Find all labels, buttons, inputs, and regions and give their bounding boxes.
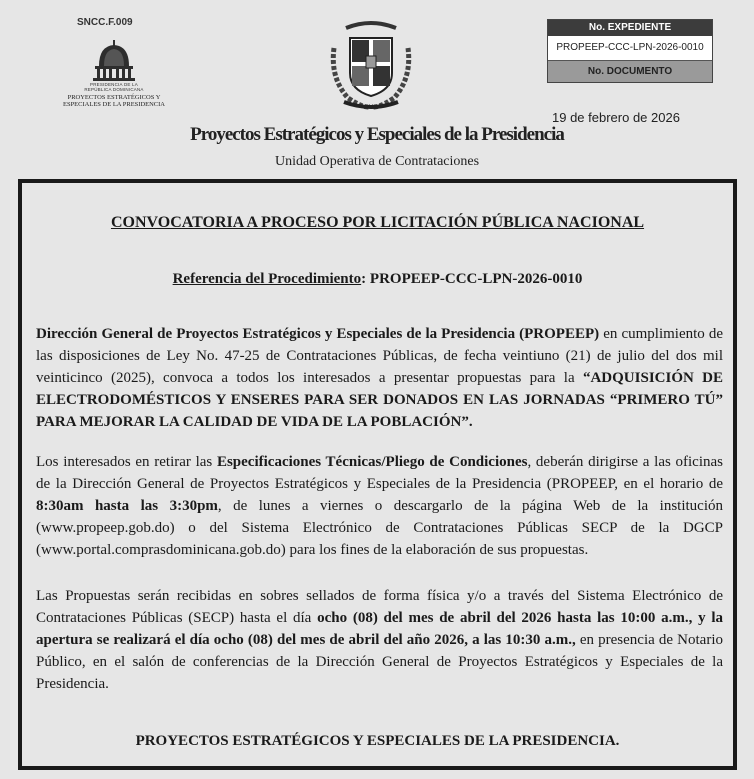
closing-signature: PROYECTOS ESTRATÉGICOS Y ESPECIALES DE LA PRESIDENCIA. (135, 733, 620, 749)
presidency-logo (60, 40, 168, 108)
procurement-object: “ADQUISICIÓN DE ELECTRODOMÉSTICOS Y ENSERES PARA SER DONADOS EN LAS JORNADAS “PRIMERO TÚ” PARA MEJORAR LA CALIDAD DE VIDA DE LA POBLACIÓN”. (36, 370, 723, 430)
proposal-deadline: ocho (08) del mes de abril del 2026 hasta las 10:00 a.m., y la apertura se realizará el día ocho (08) del mes de abril del año 2026, a las 10:30 a.m., (36, 610, 723, 648)
spec-text-c: , deberán dirigirse a las oficinas de la Dirección General de Proyectos Estratégicos y Especiales de la Presidencia (PROPEEP, en el horario de (36, 454, 724, 492)
procedure-reference (22, 271, 733, 288)
proposals-text-a: Las Propuestas serán recibidas en sobres sellados de forma física y/o a través del Sistema Electrónico de Contrataciones Públicas (SECP) hasta el día (36, 588, 723, 626)
convocation-text: en cumplimiento de las disposiciones de Ley No. 47-25 de Contrataciones Públicas, de fecha veintiuno (21) de julio del dos mil veinticinco (2025), convoca a todos los interesados a presentar propuestas para la (36, 326, 723, 386)
paragraph-specifications (36, 451, 723, 561)
notice-frame (18, 179, 737, 770)
logo-caption-1: PROYECTOS ESTRATÉGICOS Y (67, 94, 161, 101)
form-code: SNCC.F.009 (77, 17, 133, 28)
unit-name: Unidad Operativa de Contrataciones (274, 154, 480, 169)
paragraph-convocation (36, 323, 723, 433)
institution-name: Proyectos Estratégicos y Especiales de la Presidencia (190, 124, 564, 145)
palace-dome-icon (89, 40, 139, 82)
notice-date: 19 de febrero de 2026 (552, 110, 680, 125)
documento-label: No. DOCUMENTO (548, 60, 712, 82)
logo-caption-2: ESPECIALES DE LA PRESIDENCIA (62, 101, 166, 108)
reference-value: : PROPEEP-CCC-LPN-2026-0010 (361, 271, 583, 287)
expediente-header: No. EXPEDIENTE (548, 20, 712, 36)
spec-text-a: Los interesados en retirar las (36, 454, 217, 470)
logo-caption-small-2: REPÚBLICA DOMINICANA (84, 87, 144, 92)
office-hours: 8:30am hasta las 3:30pm (36, 498, 218, 514)
logo-caption-small-1: PRESIDENCIA DE LA (90, 82, 138, 87)
paragraph-proposals (36, 585, 723, 695)
expediente-value: PROPEEP-CCC-LPN-2026-0010 (556, 42, 704, 53)
spec-text-e: , de lunes a viernes o descargarlo de la página Web de la institución (www.propeep.gob.do) o del Sistema Electrónico de Contrataciones Públicas SECP de la DGCP (www.portal.comprasdominicana.gob.do) para los fines de la elaboración de sus propuestas. (36, 498, 723, 558)
reference-label: Referencia del Procedimiento (172, 271, 362, 287)
notice-title: CONVOCATORIA A PROCESO POR LICITACIÓN PÚBLICA NACIONAL (110, 214, 645, 231)
spec-document-name: Especificaciones Técnicas/Pliego de Condiciones (216, 454, 528, 470)
coat-of-arms-icon (326, 18, 416, 115)
proposals-text-c: en presencia de Notario Público, en el salón de conferencias de la Dirección General de Proyectos Estratégicos y Especiales de la Presidencia. (36, 632, 723, 692)
organization-name: Dirección General de Proyectos Estratégicos y Especiales de la Presidencia (PROPEEP) (36, 326, 600, 342)
expediente-box (547, 19, 713, 83)
